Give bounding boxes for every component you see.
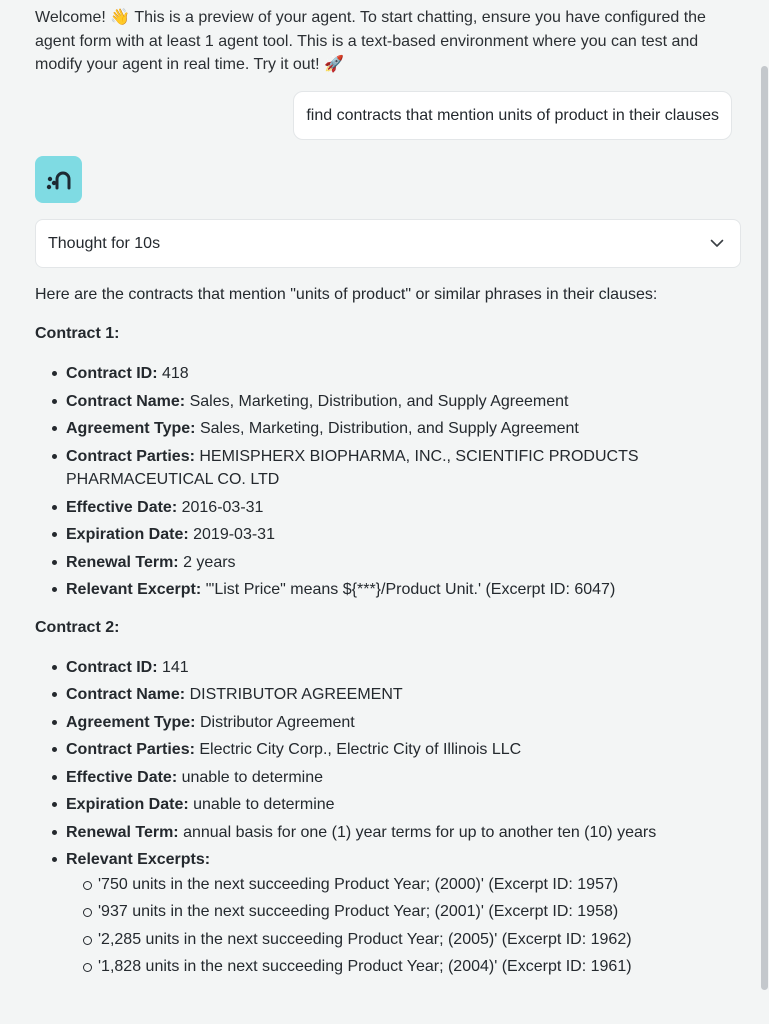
list-item: Relevant Excerpts: '750 units in the next succeeding Product Year; (2000)' (Excerpt ID: 1957) '937 units in the next succeeding Product Year; (2001)' (Excerpt ID: 1958) '2,285 units in the next succeeding Product Year; (2005)' (Excerpt ID: 1962) '1,828 units in the next succeeding Product Year; (2004)' (Excerpt ID: 1961) (51, 848, 745, 979)
excerpt-item: '2,285 units in the next succeeding Product Year; (2005)' (Excerpt ID: 1962) (83, 928, 745, 952)
thought-label: Thought for 10s (48, 234, 161, 252)
contract-1-heading: Contract 1: (35, 325, 120, 342)
list-item: Effective Date: 2016-03-31 (51, 496, 745, 520)
list-item: Contract Parties: Electric City Corp., Electric City of Illinois LLC (51, 738, 745, 762)
agent-response (35, 284, 745, 983)
contract-2-heading: Contract 2: (35, 618, 120, 636)
list-item: Expiration Date: unable to determine (51, 793, 745, 817)
list-item: Contract Parties: HEMISPHERX BIOPHARMA, INC., SCIENTIFIC PRODUCTS PHARMACEUTICAL CO. LTD (51, 445, 745, 492)
agent-avatar (35, 156, 82, 203)
thought-toggle[interactable] (35, 219, 741, 268)
contract-1-details (35, 362, 745, 602)
list-item: Renewal Term: annual basis for one (1) year terms for up to another ten (10) years (51, 821, 745, 845)
response-intro: Here are the contracts that mention "units of product" or similar phrases in their clauses: (35, 286, 658, 303)
excerpt-item: '937 units in the next succeeding Product Year; (2001)' (Excerpt ID: 1958) (83, 900, 745, 924)
agent-logo-icon (46, 169, 72, 191)
user-message-text: find contracts that mention units of product in their clauses (306, 106, 719, 124)
list-item: Contract ID: 141 (51, 656, 745, 680)
list-item: Effective Date: unable to determine (51, 766, 745, 790)
contract-2-details (35, 656, 745, 979)
scrollbar-track[interactable] (760, 0, 769, 1024)
excerpt-item: '1,828 units in the next succeeding Product Year; (2004)' (Excerpt ID: 1961) (83, 955, 745, 979)
list-item: Contract Name: DISTRIBUTOR AGREEMENT (51, 683, 745, 707)
welcome-message: Welcome! 👋 This is a preview of your agent. To start chatting, ensure you have configured the agent form with at least 1 agent tool. This is a text-based environment where you can test and modify your agent in real time. Try it out! 🚀 (35, 9, 706, 73)
list-item: Contract Name: Sales, Marketing, Distribution, and Supply Agreement (51, 390, 745, 414)
excerpt-item: '750 units in the next succeeding Product Year; (2000)' (Excerpt ID: 1957) (83, 873, 745, 897)
list-item: Renewal Term: 2 years (51, 551, 745, 575)
user-message-bubble (293, 91, 732, 140)
excerpts-list (66, 873, 745, 979)
scrollbar-thumb[interactable] (761, 66, 768, 990)
list-item: Agreement Type: Sales, Marketing, Distribution, and Supply Agreement (51, 417, 745, 441)
list-item: Contract ID: 418 (51, 362, 745, 386)
list-item: Relevant Excerpt: '"List Price" means ${***}/Product Unit.' (Excerpt ID: 6047) (51, 578, 745, 602)
list-item: Expiration Date: 2019-03-31 (51, 523, 745, 547)
chevron-down-icon (710, 239, 724, 248)
list-item: Agreement Type: Distributor Agreement (51, 711, 745, 735)
